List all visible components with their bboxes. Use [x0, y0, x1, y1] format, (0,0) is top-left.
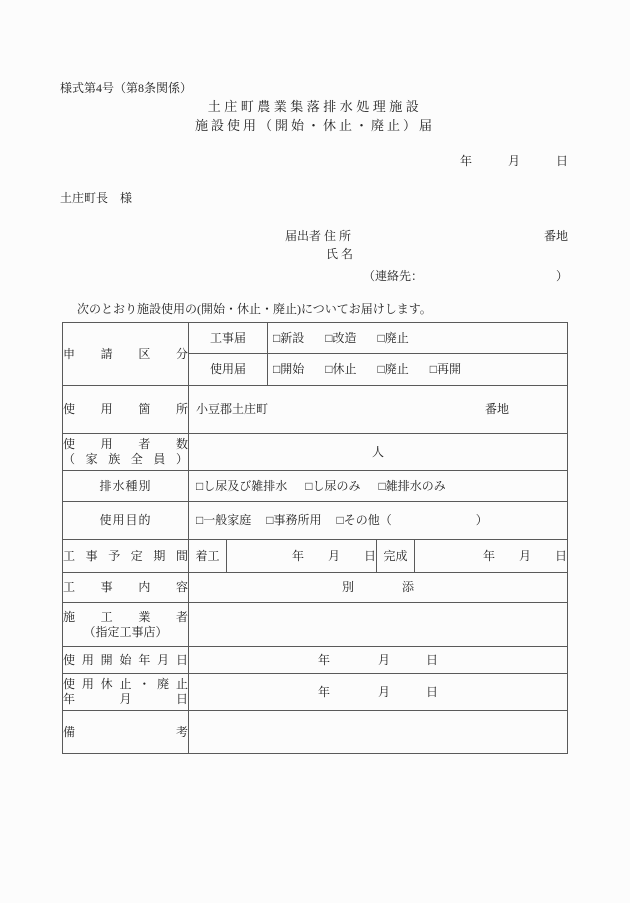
label-seko-gyosha-line2: （指定工事店） — [83, 624, 168, 639]
row-shiyosha-su — [63, 434, 568, 471]
label-shinsei-kubun: 申請区分 — [63, 323, 189, 386]
label-shiyo-todoke: 使用届 — [189, 354, 268, 386]
row-biko — [63, 711, 568, 754]
checkbox-shinyo-zatsuhaisui[interactable]: □し尿及び雑排水 — [196, 478, 288, 493]
label-shiyo-mokuteki: 使用目的 — [63, 502, 189, 540]
row-koji-naiyo — [63, 573, 568, 603]
seko-gyosha-value-cell[interactable] — [189, 603, 568, 647]
label-biko: 備考 — [63, 711, 189, 754]
checkbox-ippan-katei[interactable]: □一般家庭 — [196, 513, 252, 527]
basho-prefix-text: 小豆郡土庄町 — [196, 402, 269, 416]
checkbox-shiyo-haishi[interactable]: □廃止 — [377, 362, 409, 376]
checkbox-jimusho-yo[interactable]: □事務所用 — [266, 513, 322, 527]
declarant-address-label: 届出者 住 所 — [285, 229, 352, 243]
label-seko-gyosha-line1: 施工業者 — [63, 609, 188, 624]
form-title-line2: 施設使用（開始・休止・廃止）届 — [194, 118, 435, 133]
label-shiyo-kyushi-line1: 使用休止・廃止 — [63, 677, 188, 691]
row-seko-gyosha — [63, 603, 568, 647]
label-shiyosha-su — [63, 434, 189, 471]
intro-sentence: 次のとおり施設使用の(開始・休止・廃止)についてお届けします。 — [77, 302, 432, 316]
label-seko-gyosha — [63, 603, 189, 647]
declarant-contact-row — [285, 267, 568, 285]
checkbox-sonota[interactable]: □その他（ ） — [336, 513, 488, 527]
form-title — [0, 98, 630, 135]
checkbox-kaishi[interactable]: □開始 — [273, 362, 305, 376]
form-title-line1: 土庄町農業集落排水処理施設 — [207, 99, 423, 114]
declarant-name-label: 氏 名 — [326, 247, 354, 261]
row-shinsei-koji — [63, 323, 568, 354]
checkbox-shinyo-nomi[interactable]: □し尿のみ — [305, 478, 361, 493]
shiyo-basho-value-cell[interactable] — [189, 386, 568, 434]
haisui-options-cell — [189, 471, 568, 502]
row-shiyo-basho — [63, 386, 568, 434]
checkbox-kaizo[interactable]: □改造 — [325, 330, 357, 345]
label-chakko: 着工 — [189, 540, 227, 573]
form-number: 様式第4号（第8条関係） — [60, 81, 193, 95]
kansei-date-cell[interactable]: 年 月 日 — [415, 540, 568, 573]
label-shiyosha-su-line1: 使用者数 — [63, 437, 188, 451]
declarant-banchi-label: 番地 — [543, 229, 568, 243]
application-table — [62, 322, 568, 754]
label-koji-todoke: 工事届 — [189, 323, 268, 354]
checkbox-shinsetsu[interactable]: □新設 — [273, 330, 305, 345]
mokuteki-options-cell — [189, 502, 568, 540]
label-shiyo-basho: 使用箇所 — [63, 386, 189, 434]
checkbox-koji-haishi[interactable]: □廃止 — [377, 330, 409, 345]
addressee: 土庄町長 様 — [60, 191, 133, 205]
checkbox-kyushi[interactable]: □休止 — [325, 362, 357, 376]
row-shiyo-kyushi-date — [63, 674, 568, 711]
biko-value-cell[interactable] — [189, 711, 568, 754]
koji-naiyo-value-cell: 別 添 — [189, 573, 568, 603]
label-shiyo-kyushi — [63, 674, 189, 711]
shiyo-kaishi-date-cell[interactable]: 年 月 日 — [189, 647, 568, 674]
row-shiyo-kaishi-date — [63, 647, 568, 674]
declarant-block — [285, 227, 568, 285]
row-koji-yotei-kikan — [63, 540, 568, 573]
row-shiyo-mokuteki — [63, 502, 568, 540]
checkbox-saikai[interactable]: □再開 — [429, 362, 461, 376]
label-shiyosha-su-line2: （家族全員） — [63, 452, 188, 466]
shiyo-kyushi-date-cell[interactable]: 年 月 日 — [189, 674, 568, 711]
declarant-address-row — [285, 227, 568, 245]
basho-banchi-label: 番地 — [484, 402, 509, 416]
label-shiyo-kyushi-line2: 年月日 — [63, 692, 188, 706]
contact-close-label: ） — [555, 269, 568, 283]
label-koji-naiyo: 工事内容 — [63, 573, 189, 603]
label-haisui-shubetsu: 排水種別 — [63, 471, 189, 502]
label-shiyo-kaishi: 使用開始年月日 — [63, 647, 189, 674]
label-kansei: 完成 — [377, 540, 415, 573]
checkbox-zatsuhaisui-nomi[interactable]: □雑排水のみ — [378, 478, 446, 493]
contact-open-label: （連絡先： — [363, 269, 424, 283]
submission-date-line[interactable]: 年 月 日 — [459, 154, 568, 168]
shiyosha-su-value-cell[interactable]: 人 — [189, 434, 568, 471]
row-haisui-shubetsu — [63, 471, 568, 502]
chakko-date-cell[interactable]: 年 月 日 — [227, 540, 377, 573]
koji-options-cell — [268, 323, 568, 354]
shiyo-options-cell — [268, 354, 568, 386]
label-koji-yotei-kikan: 工事予定期間 — [63, 540, 189, 573]
